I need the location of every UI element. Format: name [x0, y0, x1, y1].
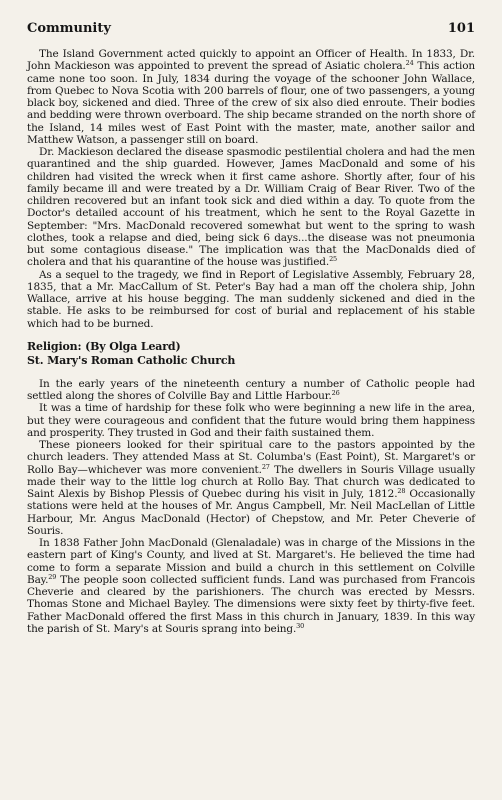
footnote-ref: 30	[296, 621, 305, 630]
paragraph-text: The dwellers in Souris Village usually made their way to the little log church at Rollo Bay. That church was dedicated to Saint Alexis by Bishop Plessis of Quebec during his visit in July, 1812.	[27, 463, 475, 500]
paragraph	[27, 146, 475, 269]
footnote-ref: 26	[331, 389, 340, 397]
subsection-heading: St. Mary's Roman Catholic Church	[27, 353, 236, 367]
footnote-ref: 27	[261, 462, 270, 471]
footnote-ref: 29	[48, 572, 57, 581]
paragraph-text: Occasionally stations were held at the houses of Mr. Angus Campbell, Mr. Neil MacLellan of Little Harbour, Mr. Angus MacDonald (Hector) of Chepstow, and Mr. Peter Cheverie of Souris.	[27, 488, 475, 537]
page-number: 101	[447, 21, 475, 36]
paragraph-text: As a sequel to the tragedy, we find in Report of Legislative Assembly, February 28, 1835, that a Mr. MacCallum of St. Peter's Bay had a man off the cholera ship, John Wallace, arrive at his house begging. The man suddenly sickened and died in the stable. He asks to be reimbursed for cost of burial and replacement of his stable which had to be burned.	[27, 268, 475, 330]
spacer	[27, 330, 475, 340]
paragraph-text: In the early years of the nineteenth century a number of Catholic people had settled along the shores of Colville Bay and Little Harbour.	[27, 377, 475, 402]
paragraph	[27, 537, 475, 635]
paragraph	[27, 378, 475, 403]
paragraph	[27, 402, 475, 439]
footnote-ref: 24	[405, 59, 414, 68]
paragraph-text: This action came none too soon. In July, 1834 during the voyage of the schooner John Wallace, from Quebec to Nova Scotia with 200 barrels of flour, one of two passengers, a young black boy, sickened and died. Three of the crew of six also died enroute. Their bodies and bedding were thrown overboard. The ship became stranded on the north shore of the Island, 14 miles west of East Point with the master, mate, another sailor and Matthew Watson, a passenger still on board.	[27, 60, 475, 146]
paragraph-text: The people soon collected sufficient funds. Land was purchased from Francois Cheverie and cleared by the parishioners. The church was erected by Messrs. Thomas Stone and Michael Bayley. The dimensions were sixty feet by thirty-five feet. Father MacDonald offered the first Mass in this church in January, 1839. In this way the parish of St. Mary's at Souris sprang into being.	[27, 573, 475, 635]
running-header	[27, 22, 475, 36]
paragraph-text: In 1838 Father John MacDonald (Glenaladale) was in charge of the Missions in the eastern part of King's County, and lived at St. Margaret's. He believed the time had come to form a separate Mission and build a church in this settlement on Colville Bay.	[27, 537, 475, 586]
section-heading: Religion: (By Olga Leard)	[27, 339, 181, 353]
paragraph-text: Dr. Mackieson declared the disease spasmodic pestilential cholera and had the men quarantined and the ship guarded. However, James MacDonald and some of his children had visited the wreck when it first came ashore. Shortly after, four of his family became ill and were treated by a Dr. William Craig of Bear River. Two of the children recovered but an infant took sick and died within a day. To quote from the Doctor's detailed account of his treatment, which he sent to the Royal Gazette in September: "Mrs. MacDonald recovered somewhat but went to the spring to wash clothes, took a relapse and died, being sick 6 days...the disease was not pneumonia but some contagious disease." The implication was that the MacDonalds died of cholera and that his quarantine of the house was justified.	[27, 146, 475, 269]
paragraph-text: The Island Government acted quickly to appoint an Officer of Health. In 1833, Dr. John Mackieson was appointed to prevent the spread of Asiatic cholera.	[27, 48, 475, 73]
paragraph-text: These pioneers looked for their spiritual care to the pastors appointed by the church leaders. They attended Mass at St. Columba's (East Point), St. Margaret's or Rollo Bay—whichever was more convenient.	[27, 439, 475, 476]
spacer	[27, 368, 475, 378]
footnote-ref: 25	[329, 255, 338, 264]
section-title: Community	[27, 21, 111, 36]
paragraph	[27, 439, 475, 537]
page-body	[27, 48, 475, 635]
footnote-ref: 28	[397, 487, 406, 495]
paragraph	[27, 269, 475, 330]
paragraph-text: It was a time of hardship for these folk who were beginning a new life in the area, but they were courageous and confident that the future would bring them happiness and prosperity. They trusted in God and their faith sustained them.	[27, 402, 475, 439]
paragraph	[27, 48, 475, 146]
